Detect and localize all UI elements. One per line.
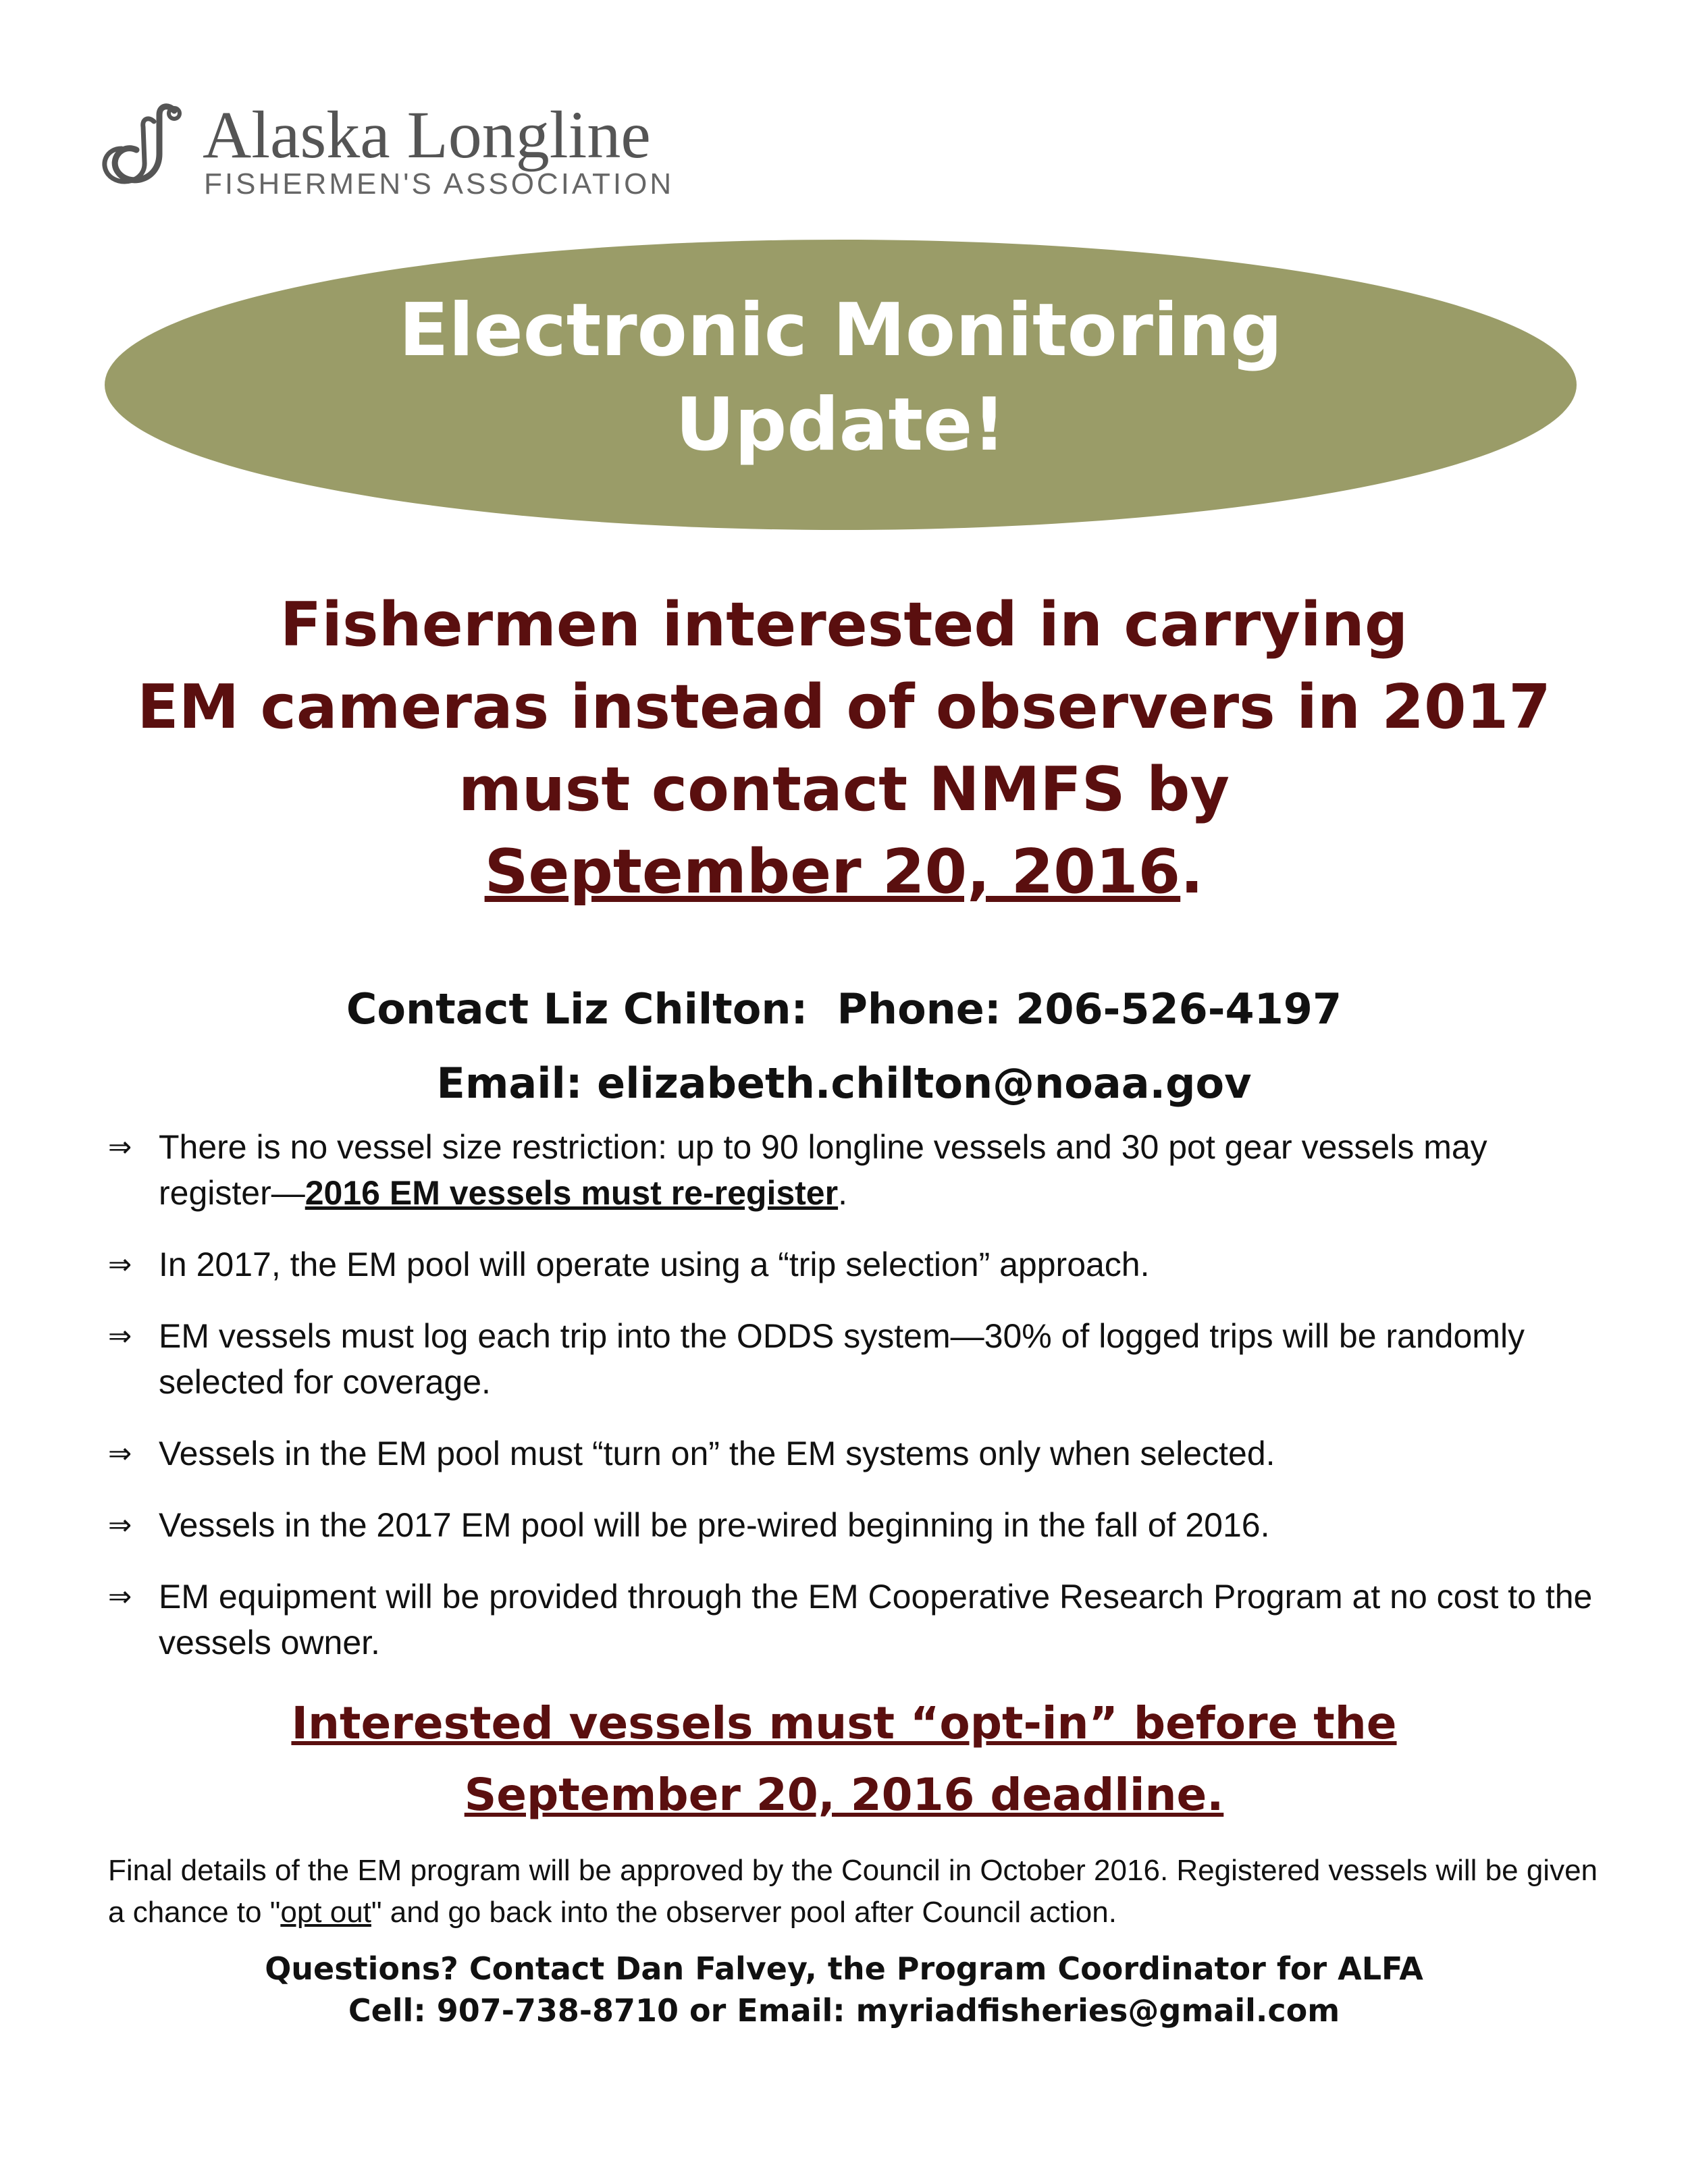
bullet-list: [108, 1124, 1593, 1691]
alfa-logo: [95, 95, 716, 203]
list-item: [108, 1574, 1593, 1666]
banner-title: [105, 284, 1577, 473]
headline-line3: must contact NMFS by: [458, 754, 1230, 825]
opt-in-line1: Interested vessels must “opt-in” before the: [291, 1697, 1397, 1749]
list-item: [108, 1502, 1593, 1548]
banner-title-line2: Update!: [675, 383, 1006, 467]
double-arrow-icon: ⇒: [108, 1320, 132, 1352]
opt-in-notice: [68, 1688, 1620, 1831]
list-item: [108, 1124, 1593, 1216]
logo-subtitle: FISHERMEN'S ASSOCIATION: [204, 167, 675, 201]
bullet-suffix: .: [838, 1174, 847, 1212]
list-item: [108, 1242, 1593, 1287]
contact-email: Email: elizabeth.chilton@noaa.gov: [436, 1059, 1252, 1108]
questions-line2: Cell: 907-738-8710 or Email: myriadfisheries@gmail.com: [348, 1992, 1340, 2029]
banner-title-line1: Electronic Monitoring: [398, 288, 1283, 373]
questions-block: [68, 1948, 1620, 2031]
double-arrow-icon: ⇒: [108, 1580, 132, 1612]
deadline-suffix: .: [1180, 836, 1204, 907]
final-text-before: Final details of the EM program will be approved by the Council in October 2016. Registered vessels will be given a chance to ": [108, 1854, 1598, 1929]
list-item: [108, 1313, 1593, 1405]
bullet-text: In 2017, the EM pool will operate using a “trip selection” approach.: [159, 1246, 1150, 1283]
contact-phone: Contact Liz Chilton: Phone: 206-526-4197: [346, 984, 1342, 1034]
bullet-text: EM vessels must log each trip into the ODDS system—30% of logged trips will be randomly selected for coverage.: [159, 1317, 1525, 1401]
bullet-text: EM equipment will be provided through the EM Cooperative Research Program at no cost to the vessels owner.: [159, 1578, 1593, 1661]
final-details: [108, 1850, 1607, 1934]
questions-line1: Questions? Contact Dan Falvey, the Program Coordinator for ALFA: [265, 1950, 1423, 1987]
headline: [68, 584, 1620, 913]
double-arrow-icon: ⇒: [108, 1248, 132, 1280]
double-arrow-icon: ⇒: [108, 1437, 132, 1469]
bullet-emphasis: 2016 EM vessels must re-register: [305, 1174, 839, 1212]
list-item: [108, 1431, 1593, 1476]
bullet-text: Vessels in the EM pool must “turn on” the EM systems only when selected.: [159, 1435, 1275, 1472]
headline-line2: EM cameras instead of observers in 2017: [137, 672, 1551, 743]
contact-block: [68, 972, 1620, 1121]
headline-deadline: [68, 831, 1620, 913]
bullet-text: Vessels in the 2017 EM pool will be pre-wired beginning in the fall of 2016.: [159, 1506, 1270, 1544]
opt-out-term: opt out: [280, 1896, 371, 1929]
final-text-after: " and go back into the observer pool after Council action.: [371, 1896, 1117, 1929]
headline-line1: Fishermen interested in carrying: [280, 589, 1408, 660]
double-arrow-icon: ⇒: [108, 1509, 132, 1541]
logo-name: Alaska Longline: [203, 97, 651, 172]
opt-in-line2: September 20, 2016 deadline.: [464, 1769, 1224, 1821]
deadline-date: September 20, 2016: [484, 836, 1181, 907]
double-arrow-icon: ⇒: [108, 1131, 132, 1163]
bullet-text: There is no vessel size restriction: up to 90 longline vessels and 30 pot gear vessels may register—: [159, 1128, 1487, 1212]
fishhook-icon: [95, 101, 196, 196]
